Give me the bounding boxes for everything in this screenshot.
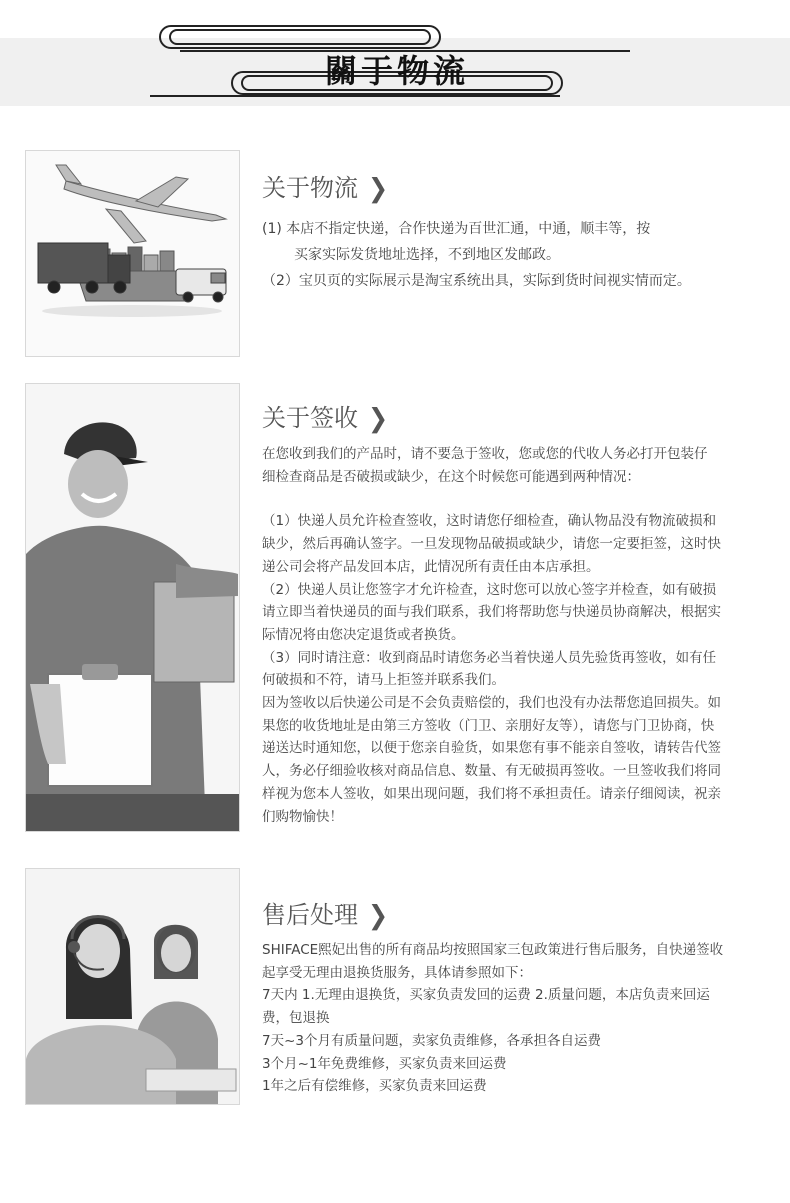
chevron-right-icon: ❯	[368, 172, 389, 204]
signing-body-line: （2）快递人员让您签字才允许检查，这时您可以放心签字并检查，如有破损	[262, 581, 717, 598]
aftersales-title	[262, 895, 388, 930]
aftersales-title-text: 售后处理	[262, 901, 358, 929]
aftersales-line: 3个月~1年免费维修，买家负责来回运费	[262, 1055, 507, 1072]
header-banner	[0, 0, 790, 106]
banner-title: 關于物流	[324, 52, 469, 90]
signing-text	[262, 443, 767, 828]
logistics-title	[262, 168, 388, 203]
logistics-item-1: (1) 本店不指定快递，合作快递为百世汇通，中通，顺丰等，按	[262, 221, 651, 237]
signing-title-text: 关于签收	[262, 404, 358, 432]
signing-body-line: 递公司会将产品发回本店，此情况所有责任由本店承担。	[262, 558, 600, 575]
logistics-title-text: 关于物流	[262, 174, 358, 202]
plane-truck-ship-icon	[26, 151, 239, 356]
aftersales-line: 7天~3个月有质量问题，卖家负责维修，各承担各自运费	[262, 1032, 601, 1049]
service-photo	[25, 868, 240, 1105]
signing-body-line: 因为签收以后快递公司是不会负责赔偿的，我们也没有办法帮您追回损失。如	[262, 695, 721, 712]
signing-intro-line: 细检查商品是否破损或缺少，在这个时候您可能遇到两种情况：	[262, 468, 640, 485]
logistics-item-2: （2）宝贝页的实际展示是淘宝系统出具，实际到货时间视实情而定。	[262, 273, 691, 289]
signing-title	[262, 398, 388, 433]
signing-body-line: 请立即当着快递员的面与我们联系，我们将帮助您与快递员协商解决，根据实	[262, 604, 721, 621]
logistics-text	[262, 216, 762, 294]
signing-body-line: 人，务必仔细验收核对商品信息、数量、有无破损再签收。一旦签收我们将同	[262, 763, 721, 780]
courier-photo	[25, 383, 240, 832]
aftersales-line: 1年之后有偿维修，买家负责来回运费	[262, 1078, 487, 1095]
signing-body-line: 样视为您本人签收，如果出现问题，我们将不承担责任。请亲仔细阅读，祝亲	[262, 785, 721, 802]
chevron-right-icon: ❯	[368, 402, 389, 434]
signing-body-line: 们购物愉快！	[262, 808, 343, 825]
aftersales-text	[262, 939, 767, 1098]
logistics-photo	[25, 150, 240, 357]
signing-body-line: 何破损和不符，请马上拒签并联系我们。	[262, 672, 505, 689]
signing-intro-line: 在您收到我们的产品时，请不要急于签收，您或您的代收人务必打开包装仔	[262, 446, 708, 462]
signing-body-line: 缺少，然后再确认签字。一旦发现物品破损或缺少，请您一定要拒签，这时快	[262, 536, 721, 553]
aftersales-line: SHIFACE熙妃出售的所有商品均按照国家三包政策进行售后服务，自快递签收	[262, 942, 724, 958]
aftersales-line: 费，包退换	[262, 1010, 330, 1027]
signing-body-line: （1）快递人员允许检查签收，这时请您仔细检查，确认物品没有物流破损和	[262, 513, 717, 530]
chevron-right-icon: ❯	[368, 899, 389, 931]
signing-body-line: （3）同时请注意：收到商品时请您务必当着快递人员先验货再签收，如有任	[262, 649, 717, 666]
aftersales-line: 7天内 1.无理由退换货，买家负责发回的运费 2.质量问题，本店负责来回运	[262, 987, 710, 1004]
signing-body-line: 际情况将由您决定退货或者换货。	[262, 626, 465, 643]
aftersales-line: 起享受无理由退换货服务，具体请参照如下：	[262, 964, 532, 981]
delivery-man-icon	[26, 384, 239, 831]
signing-body-line: 递送达时通知您，以便于您亲自验货，如果您有事不能亲自签收，请转告代签	[262, 740, 721, 757]
signing-body-line: 果您的收货地址是由第三方签收（门卫、亲朋好友等），请您与门卫协商，快	[262, 717, 715, 734]
customer-service-icon	[26, 869, 239, 1104]
logistics-item-1-cont: 买家实际发货地址选择，不到地区发邮政。	[294, 247, 560, 263]
